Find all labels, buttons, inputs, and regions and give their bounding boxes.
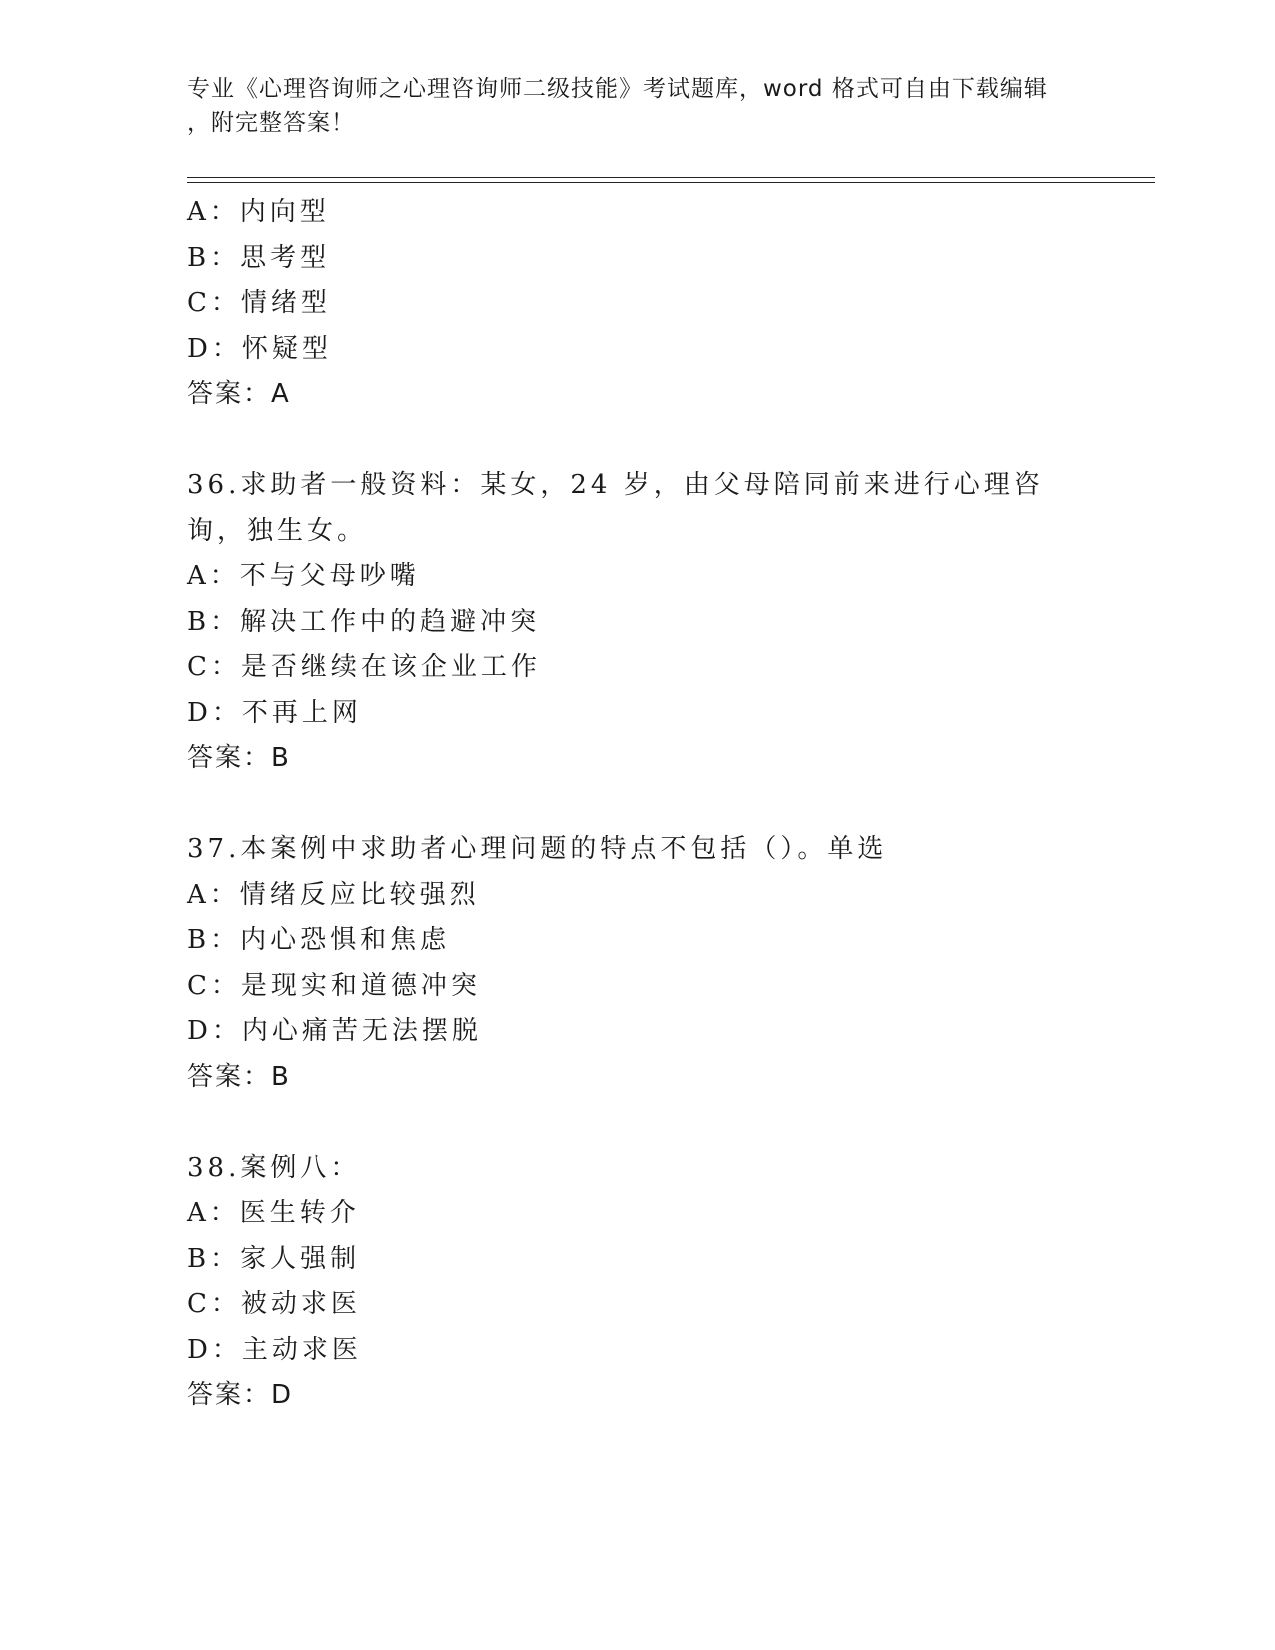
option-a: A：情绪反应比较强烈 (187, 879, 480, 910)
option-b: B：思考型 (187, 242, 331, 273)
option-d: D：不再上网 (187, 697, 362, 728)
question-35 (187, 190, 1107, 418)
header-rule-top (187, 177, 1155, 178)
spacer (187, 1100, 1107, 1146)
question-36 (187, 463, 1107, 782)
option-c: C：情绪型 (187, 288, 331, 318)
option-b: B：家人强制 (187, 1243, 361, 1274)
option-a: A：不与父母吵嘴 (187, 561, 420, 591)
spacer (187, 782, 1107, 828)
option-c: C：被动求医 (187, 1289, 361, 1319)
option-b: B：内心恐惧和焦虑 (187, 925, 451, 955)
spacer (187, 418, 1107, 464)
answer: 答案：B (187, 743, 291, 773)
option-a: A：内向型 (187, 197, 330, 227)
question-stem: 38.案例八： (187, 1152, 361, 1183)
option-b: B：解决工作中的趋避冲突 (187, 606, 541, 637)
answer: 答案：A (187, 379, 291, 409)
option-c: C：是否继续在该企业工作 (187, 652, 541, 682)
option-d: D：内心痛苦无法摆脱 (187, 1016, 482, 1046)
question-38 (187, 1146, 1107, 1419)
question-stem: 37.本案例中求助者心理问题的特点不包括（）。单选 (187, 834, 888, 864)
option-c: C：是现实和道德冲突 (187, 970, 481, 1001)
option-a: A：医生转介 (187, 1198, 360, 1228)
option-d: D：主动求医 (187, 1334, 362, 1365)
question-37 (187, 827, 1107, 1100)
option-d: D：怀疑型 (187, 333, 332, 364)
answer: 答案：D (187, 1380, 294, 1410)
header-rule-bottom (187, 182, 1155, 183)
answer: 答案：B (187, 1061, 291, 1092)
document-header: 专业《心理咨询师之心理咨询师二级技能》考试题库，word 格式可自由下载编辑 ，附完整答案！ (187, 76, 1048, 136)
question-list (187, 190, 1107, 1419)
question-stem: 36.求助者一般资料：某女，24 岁，由父母陪同前来进行心理咨询，独生女。 (187, 470, 1044, 546)
